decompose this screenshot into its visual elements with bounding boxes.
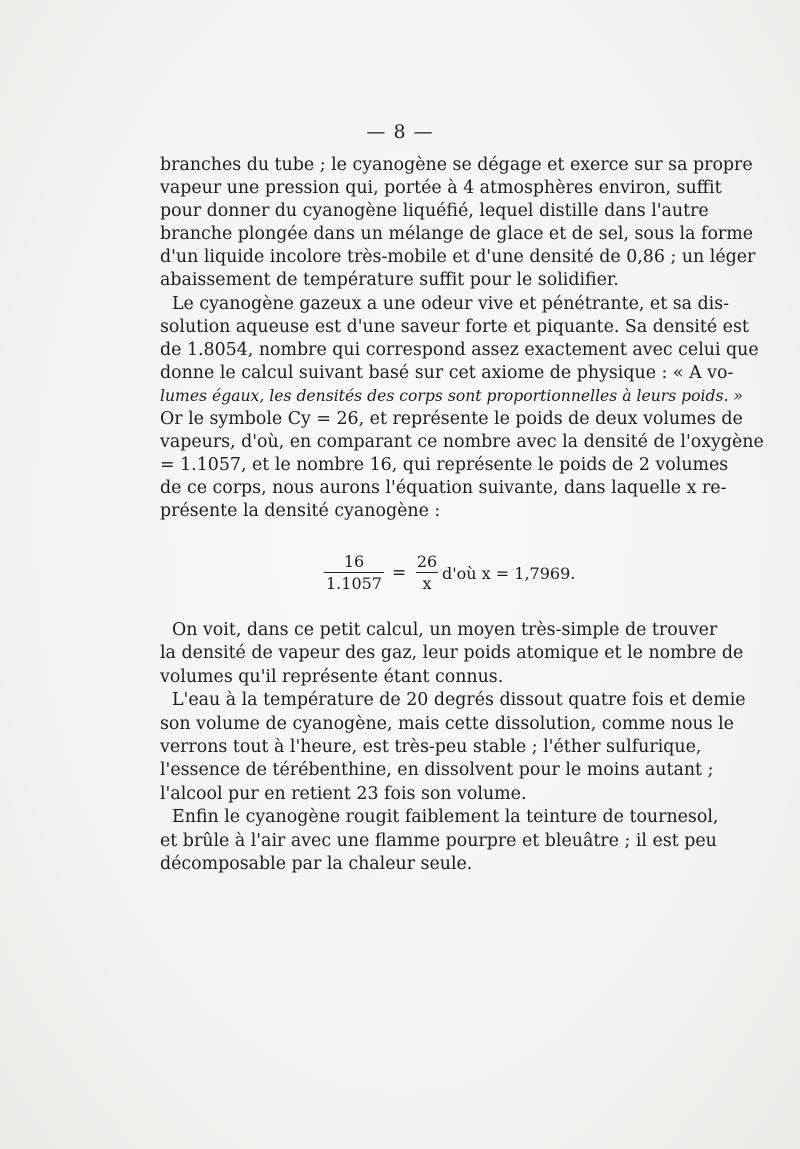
fraction-right — [416, 552, 438, 593]
text-line: volumes qu'il représente étant connus. — [160, 666, 504, 687]
text-line: branche plongée dans un mélange de glace et de sel, sous la forme — [160, 224, 754, 245]
denominator: x — [422, 574, 432, 593]
paragraph-3 — [160, 619, 744, 689]
text-line: et brûle à l'air avec une flamme pourpre et bleuâtre ; il est peu — [160, 830, 717, 851]
text-block-top — [160, 154, 764, 524]
numerator: 26 — [416, 552, 438, 571]
text-line: son volume de cyanogène, mais cette dissolution, comme nous le — [160, 713, 734, 734]
paragraph-5 — [160, 806, 719, 876]
text-line: verrons tout à l'heure, est très-peu stable ; l'éther sulfurique, — [160, 737, 702, 758]
text-line: donne le calcul suivant basé sur cet axiome de physique : « A vo- — [160, 362, 734, 383]
paragraph-1 — [160, 154, 756, 293]
text-line: Enfin le cyanogène rougit faiblement la teinture de tournesol, — [172, 807, 719, 828]
text-line: la densité de vapeur des gaz, leur poids atomique et le nombre de — [160, 643, 744, 664]
text-line: pour donner du cyanogène liquéfié, lequel distille dans l'autre — [160, 201, 709, 222]
fraction-left — [324, 552, 384, 593]
text-line: décomposable par la chaleur seule. — [160, 854, 473, 875]
text-line: de ce corps, nous aurons l'équation suivante, dans laquelle x re- — [160, 478, 727, 499]
numerator: 16 — [324, 552, 384, 573]
text-line: = 1.1057, et le nombre 16, qui représente le poids de 2 volumes — [160, 455, 729, 476]
text-line: vapeurs, d'où, en comparant ce nombre avec la densité de l'oxygène — [160, 432, 764, 453]
paragraph-4 — [160, 689, 746, 806]
text-line: l'essence de térébenthine, en dissolvent pour le moins autant ; — [160, 760, 714, 781]
text-line-italic: lumes égaux, les densités des corps sont proportionnelles à leurs poids. » — [160, 386, 743, 405]
text-line: On voit, dans ce petit calcul, un moyen très-simple de trouver — [172, 620, 718, 640]
page-number-header: — 8 — — [366, 121, 434, 143]
text-line: abaissement de température suffit pour le solidifier. — [160, 270, 619, 291]
paragraph-2 — [160, 293, 764, 524]
text-line: de 1.8054, nombre qui correspond assez exactement avec celui que — [160, 339, 759, 360]
text-line: solution aqueuse est d'une saveur forte et piquante. Sa densité est — [160, 316, 749, 337]
equation-result: d'où x = 1,7969. — [442, 564, 576, 583]
text-line: L'eau à la température de 20 degrés dissout quatre fois et demie — [172, 690, 746, 711]
equation — [160, 552, 700, 602]
text-line: vapeur une pression qui, portée à 4 atmosphères environ, suffit — [160, 178, 722, 199]
text-line: l'alcool pur en retient 23 fois son volume. — [160, 783, 527, 804]
text-line: branches du tube ; le cyanogène se dégage et exerce sur sa propre — [160, 155, 753, 175]
text-line: présente la densité cyanogène : — [160, 501, 441, 522]
text-line: Le cyanogène gazeux a une odeur vive et pénétrante, et sa dis- — [172, 293, 730, 314]
denominator: 1.1057 — [326, 574, 382, 593]
text-line: Or le symbole Cy = 26, et représente le poids de deux volumes de — [160, 409, 743, 430]
text-line: d'un liquide incolore très-mobile et d'une densité de 0,86 ; un léger — [160, 247, 756, 268]
equals-sign: = — [392, 563, 407, 583]
text-block-bottom — [160, 619, 746, 876]
